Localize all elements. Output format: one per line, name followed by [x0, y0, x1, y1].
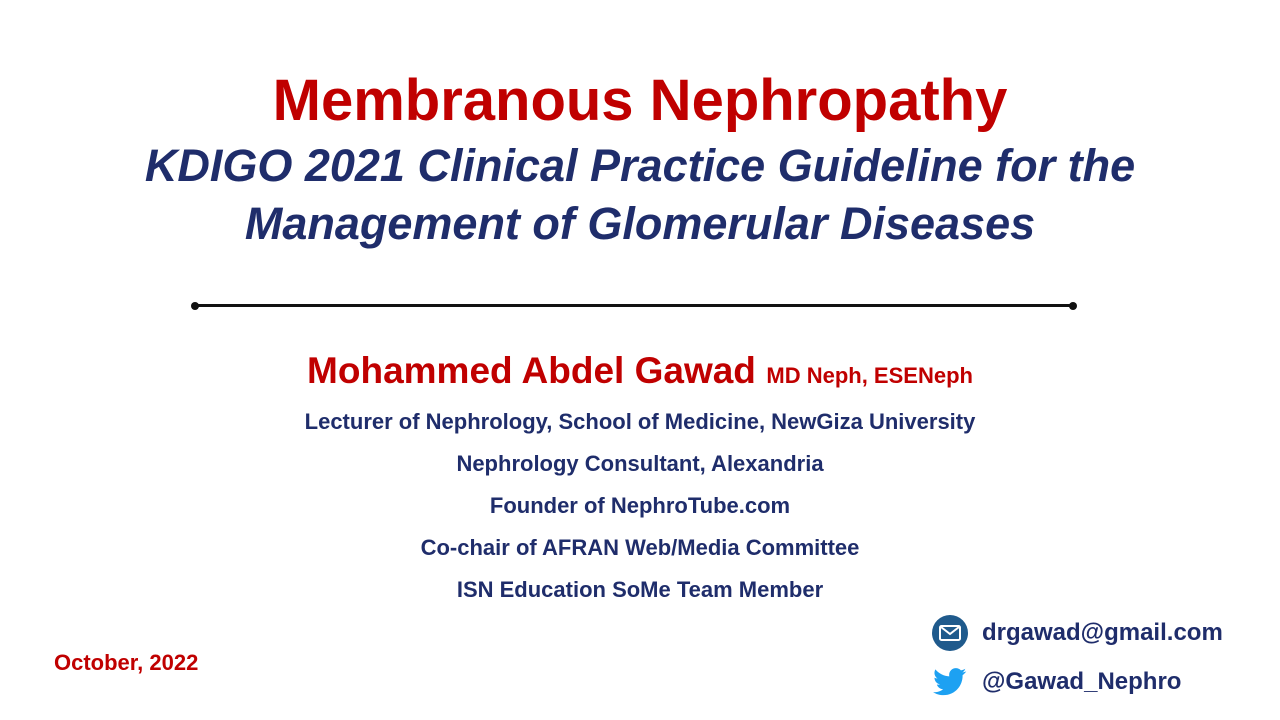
affiliation-item: Co-chair of AFRAN Web/Media Committee: [420, 535, 860, 560]
divider-dot-right: [1069, 302, 1077, 310]
presentation-date: October, 2022: [54, 650, 199, 675]
slide-subtitle: [0, 137, 1280, 253]
contact-twitter[interactable]: [932, 664, 1181, 700]
affiliations-list: [0, 404, 1280, 614]
affiliation-item: Founder of NephroTube.com: [489, 493, 791, 518]
affiliation-item: Nephrology Consultant, Alexandria: [456, 451, 824, 476]
author-line: [0, 346, 1280, 396]
slide-title: Membranous Nephropathy: [272, 68, 1008, 133]
author-name: Mohammed Abdel Gawad: [307, 350, 756, 391]
subtitle-line-1: KDIGO 2021 Clinical Practice Guideline for the: [144, 140, 1136, 191]
contact-email[interactable]: [932, 615, 1223, 651]
divider-dot-left: [191, 302, 199, 310]
email-address[interactable]: drgawad@gmail.com: [982, 619, 1223, 646]
twitter-handle[interactable]: @Gawad_Nephro: [982, 668, 1182, 695]
twitter-bird-icon: [932, 664, 968, 700]
author-credentials: MD Neph, ESENeph: [766, 363, 973, 388]
affiliation-item: ISN Education SoMe Team Member: [456, 577, 824, 602]
envelope-icon: [932, 615, 968, 651]
affiliation-item: Lecturer of Nephrology, School of Medicine, NewGiza University: [304, 409, 976, 434]
subtitle-line-2: Management of Glomerular Diseases: [244, 198, 1036, 249]
divider-line: [195, 304, 1073, 307]
